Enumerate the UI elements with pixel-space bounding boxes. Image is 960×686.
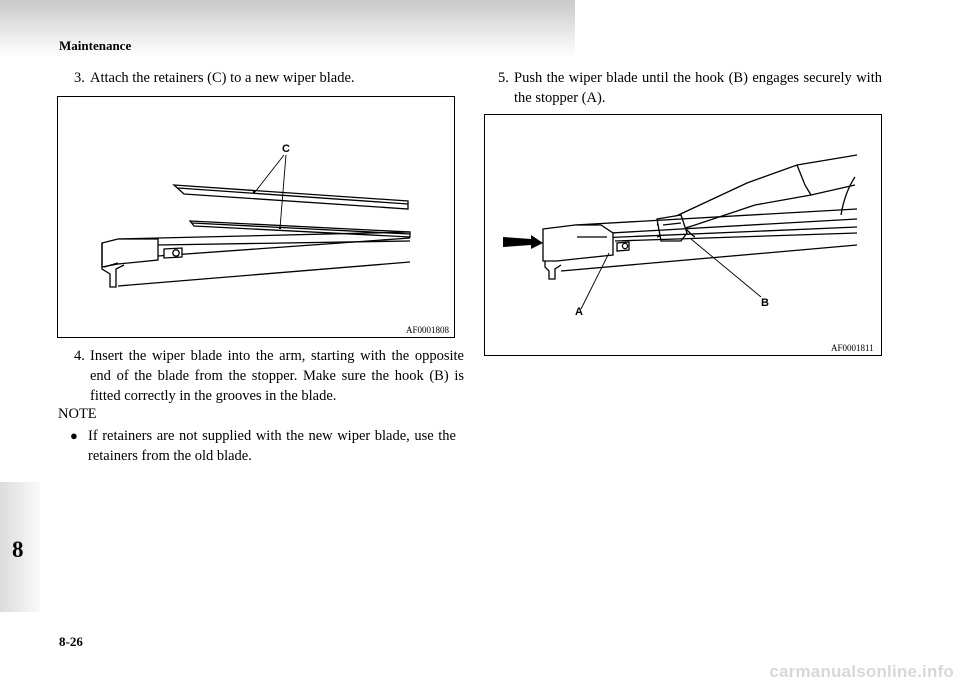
step-number: 3. [74,70,85,86]
push-arrow-icon [503,235,543,249]
figure-code: AF0001811 [831,343,874,353]
step-4 [74,346,464,408]
wiper-hook-stopper-illustration [485,115,881,355]
bullet-icon: ● [70,428,78,443]
figure-retainers [57,96,455,338]
step-number: 5. [498,70,509,86]
callout-a: A [575,306,583,318]
watermark: carmanualsonline.info [769,662,954,681]
note-label: NOTE [58,406,97,422]
wiper-retainers-illustration [58,97,454,337]
step-text: Push the wiper blade until the hook (B) engages securely with the stopper (A). [514,70,882,106]
section-title: Maintenance [59,38,132,53]
step-text: Insert the wiper blade into the arm, starting with the opposite end of the blade from the stopper. Make sure the hook (B) is fitted correctly in the grooves in the blade. [90,348,464,404]
note-text: If retainers are not supplied with the new wiper blade, use the retainers from the old blade. [88,428,456,464]
page-number: 8-26 [59,634,83,649]
callout-c: C [282,143,290,155]
step-5 [498,68,882,110]
step-text: Attach the retainers (C) to a new wiper blade. [90,70,355,86]
chapter-number: 8 [12,537,24,562]
callout-b: B [761,297,769,309]
figure-hook-stopper [484,114,882,356]
step-number: 4. [74,348,85,364]
step-3 [74,68,464,90]
figure-code: AF0001808 [406,325,450,335]
